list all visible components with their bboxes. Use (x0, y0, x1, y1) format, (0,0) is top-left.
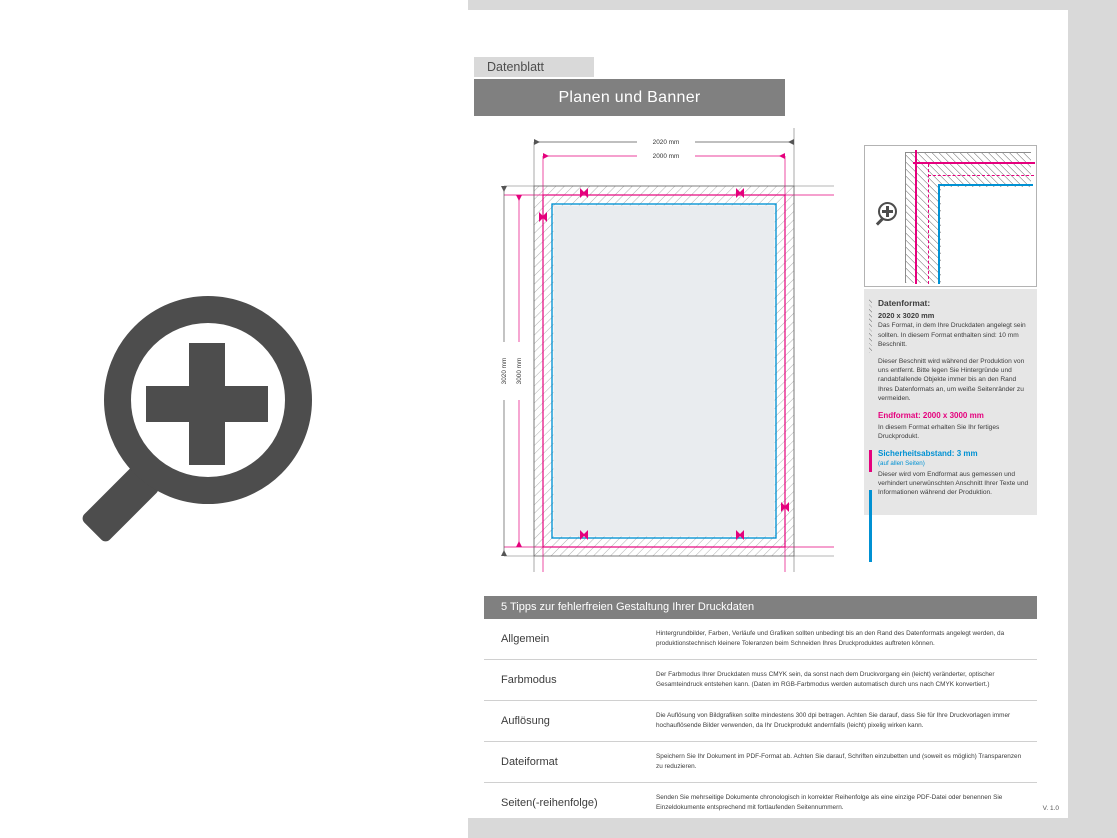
tips-label: Seiten(-reihenfolge) (501, 797, 598, 809)
legend-marker-safety (869, 490, 872, 562)
dim-left-inner: 3000 mm (516, 357, 523, 385)
format-info-panel (864, 145, 1037, 515)
dim-top-outer: 2020 mm (652, 139, 680, 146)
sicherheitsabstand-subtitle: (auf allen Seiten) (878, 459, 925, 467)
tips-text: Speichern Sie Ihr Dokument im PDF-Format ab. Achten Sie darauf, Schriften einzubetten und (soweit es möglich) Transparenzen zu reduzieren. (656, 752, 1022, 770)
sicherheitsabstand-text: Dieser wird vom Endformat aus gemessen und verhindert unerwünschten Anschnitt Ihrer Texte und Informationen während der Produktion. (878, 470, 1029, 497)
thumb-trim-line-horizontal (913, 162, 1035, 164)
tips-text: Senden Sie mehrseitige Dokumente chronologisch in korrekter Reihenfolge als eine einzige PDF-Datei oder benennen Sie Einzeldokumente entsprechend mit fortlaufenden Seitennummern. (656, 793, 1003, 811)
table-row (484, 701, 1037, 742)
datenformat-text-2: Dieser Beschnitt wird während der Produktion von uns entfernt. Bitte legen Sie Hintergründe und randabfallende Objekte immer bis an den Rand Ihres Datenformats an, um weiße Seitenränder zu vermeiden. (878, 357, 1025, 402)
tips-label: Farbmodus (501, 674, 557, 686)
version-label: V. 1.0 (1042, 805, 1059, 812)
table-row (484, 660, 1037, 701)
endformat-title: Endformat: 2000 x 3000 mm (878, 411, 984, 421)
thumb-dashed-line-vertical (928, 164, 929, 284)
tips-text: Hintergrundbilder, Farben, Verläufe und Grafiken sollten unbedingt bis an den Rand des Datenformats angelegt werden, da produktionstechnisch kleinere Toleranzen beim Schneiden Ihres Druckproduktes auftreten können. (656, 629, 1005, 647)
datasheet-page-surface (468, 10, 1068, 818)
thumb-trim-line-vertical (915, 150, 917, 284)
table-row (484, 742, 1037, 783)
table-row (484, 783, 1037, 823)
thumb-safety-line-vertical (938, 184, 940, 284)
legend-marker-bleed (869, 298, 872, 353)
thumb-dashed-line-horizontal (928, 175, 1034, 176)
tips-label: Dateiformat (501, 756, 558, 768)
magnifier-plus-vertical (189, 343, 225, 465)
tips-label: Allgemein (501, 633, 550, 645)
tips-text: Die Auflösung von Bildgrafiken sollte mindestens 300 dpi betragen. Achten Sie darauf, dass Sie für Ihre Druckvorlagen immer hochauflösende Bilder verwenden, da Ihr Druckprodukt andernfalls (leicht) pixelig wirken kann. (656, 711, 1011, 729)
tips-section (484, 596, 1037, 823)
preview-magnifier-area (0, 0, 468, 838)
format-drawing (484, 122, 864, 582)
thumb-safety-line-horizontal (938, 184, 1033, 186)
datenformat-text: Das Format, in dem Ihre Druckdaten angelegt sein sollten. In diesem Format enthalten sind: 10 mm Beschnitt. (878, 322, 1026, 349)
datenformat-size: 2020 x 3020 mm (878, 310, 935, 320)
legend-marker-trim (869, 450, 872, 472)
sicherheitsabstand-title: Sicherheitsabstand: 3 mm (878, 449, 978, 459)
datenblatt-tab: Datenblatt (474, 57, 594, 77)
datasheet-page (468, 0, 1076, 838)
endformat-text: In diesem Format erhalten Sie Ihr fertiges Druckprodukt. (878, 423, 1000, 441)
tips-heading: 5 Tipps zur fehlerfreien Gestaltung Ihrer Druckdaten (484, 596, 1037, 619)
magnifier-zoom-in-icon[interactable] (104, 296, 354, 546)
corner-detail-thumbnail (864, 145, 1037, 287)
tips-text: Der Farbmodus Ihrer Druckdaten muss CMYK sein, da sonst nach dem Druckvorgang ein (leicht) veränderter, optischer Gesamteindruck entstehen kann. (Daten im RGB-Farbmodus werden automatisch durch uns nach CMYK konvertiert.) (656, 670, 995, 688)
dim-left-outer: 3020 mm (501, 357, 508, 385)
table-row (484, 619, 1037, 660)
dim-top-inner: 2000 mm (652, 153, 680, 160)
zoom-icon-plus-vertical (886, 206, 889, 217)
tips-label: Auflösung (501, 715, 550, 727)
thumb-content-area (941, 187, 1033, 283)
format-legend (864, 289, 1037, 515)
zoom-in-icon[interactable] (878, 202, 904, 228)
page-right-margin (1076, 0, 1117, 838)
datenformat-title: Datenformat: (878, 298, 931, 308)
page-title: Planen und Banner (474, 79, 785, 116)
